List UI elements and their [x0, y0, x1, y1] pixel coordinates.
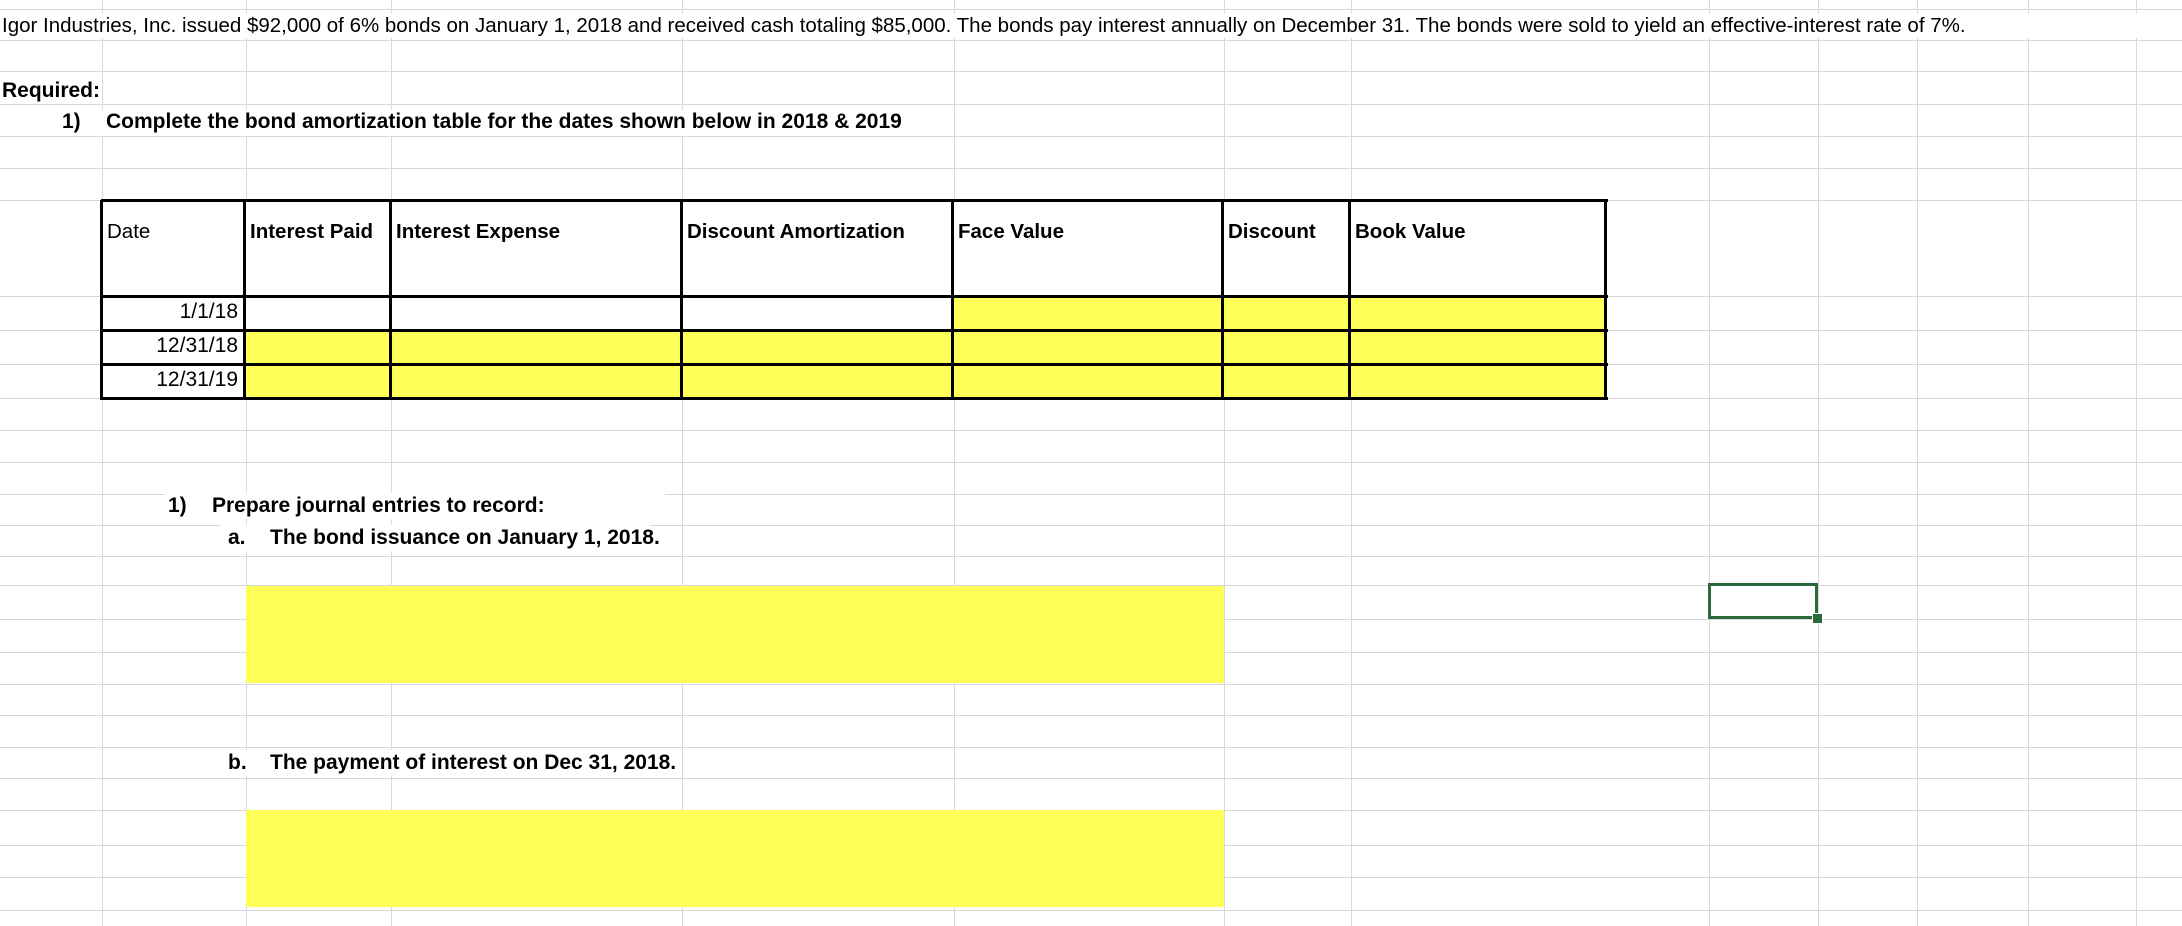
- fill-handle[interactable]: [1812, 613, 1823, 624]
- header-discount-amortization: Discount Amortization: [687, 220, 905, 243]
- required-item-text: Complete the bond amortization table for the dates shown below in 2018 & 2019: [106, 110, 902, 133]
- table-cell[interactable]: [1222, 296, 1349, 330]
- row-date: 1/1/18: [179, 300, 238, 323]
- journal-number: 1): [168, 494, 187, 517]
- journal-entry-a-area[interactable]: [246, 586, 1224, 683]
- table-border: [1348, 200, 1351, 400]
- required-label: Required:: [2, 79, 101, 102]
- table-border: [100, 200, 103, 400]
- row-date: 12/31/18: [156, 334, 238, 357]
- header-interest-expense: Interest Expense: [396, 220, 561, 243]
- journal-b-label: b.: [228, 751, 247, 774]
- table-cell[interactable]: [681, 364, 952, 398]
- table-cell[interactable]: [1222, 330, 1349, 364]
- required-item-number: 1): [62, 110, 81, 133]
- table-border: [951, 200, 954, 400]
- journal-a-text: The bond issuance on January 1, 2018.: [270, 526, 660, 549]
- table-border: [243, 200, 246, 400]
- table-cell[interactable]: [390, 330, 681, 364]
- journal-b-text: The payment of interest on Dec 31, 2018.: [270, 751, 677, 774]
- table-border: [101, 363, 1608, 366]
- header-date: Date: [107, 220, 151, 243]
- table-cell[interactable]: [244, 296, 390, 330]
- table-cell[interactable]: [244, 330, 390, 364]
- table-cell[interactable]: [952, 330, 1222, 364]
- problem-statement: Igor Industries, Inc. issued $92,000 of 6% bonds on January 1, 2018 and received cash totaling $85,000. The bonds pay interest annually on December 31. The bonds were sold to yield an effective-interest rate of 7%.: [2, 14, 2177, 38]
- journal-entry-b-area[interactable]: [246, 810, 1224, 907]
- journal-a-label: a.: [228, 526, 246, 549]
- journal-title: Prepare journal entries to record:: [212, 494, 545, 517]
- table-border: [101, 199, 1608, 202]
- table-cell[interactable]: [952, 296, 1222, 330]
- table-cell[interactable]: [390, 364, 681, 398]
- table-border: [101, 295, 1608, 298]
- table-cell[interactable]: [1222, 364, 1349, 398]
- table-border: [389, 200, 392, 400]
- table-border: [1604, 200, 1607, 400]
- table-cell[interactable]: [390, 296, 681, 330]
- table-border: [101, 397, 1608, 400]
- table-cell[interactable]: [1349, 330, 1605, 364]
- table-cell[interactable]: [952, 364, 1222, 398]
- row-date: 12/31/19: [156, 368, 238, 391]
- selected-cell[interactable]: [1708, 583, 1818, 619]
- amortization-table: [101, 200, 1605, 400]
- table-cell[interactable]: [244, 364, 390, 398]
- table-border: [680, 200, 683, 400]
- table-cell[interactable]: [681, 330, 952, 364]
- header-discount: Discount: [1228, 220, 1316, 243]
- header-interest-paid: Interest Paid: [250, 220, 374, 243]
- table-border: [1221, 200, 1224, 400]
- table-cell[interactable]: [1349, 296, 1605, 330]
- header-book-value: Book Value: [1355, 220, 1466, 243]
- table-cell[interactable]: [681, 296, 952, 330]
- header-face-value: Face Value: [958, 220, 1064, 243]
- table-cell[interactable]: [1349, 364, 1605, 398]
- table-border: [101, 329, 1608, 332]
